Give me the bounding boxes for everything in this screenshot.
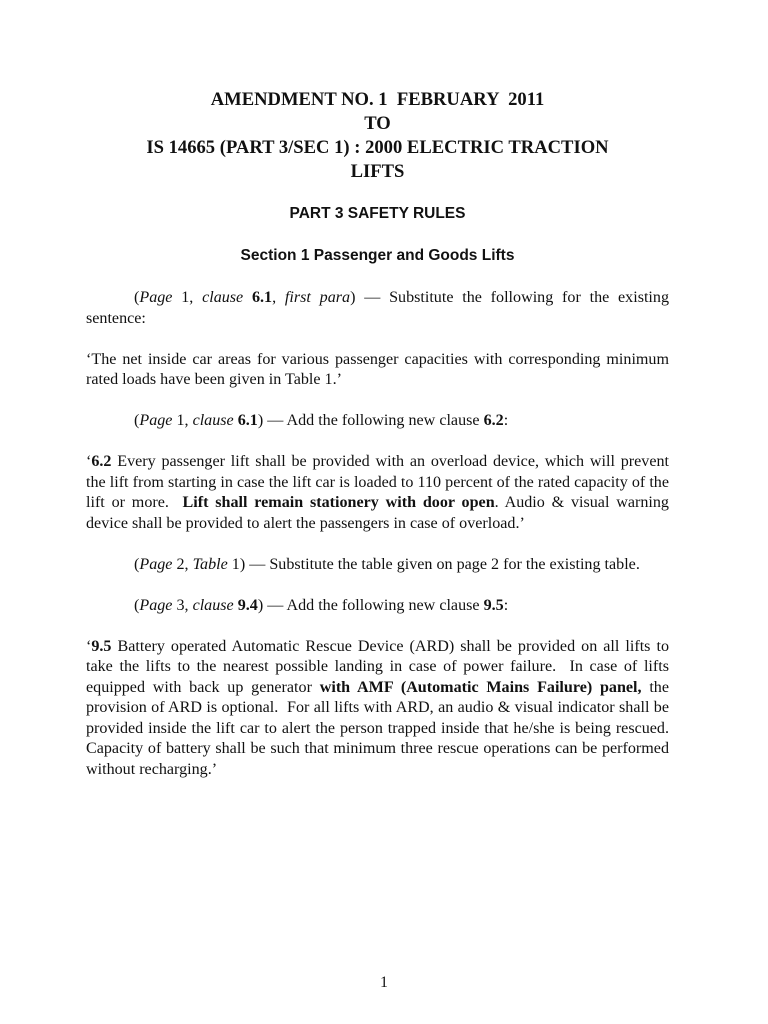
ref-open: ( xyxy=(134,412,140,429)
ref-sep: , xyxy=(272,289,285,306)
clause-text: . Audio & visual warning device shall be provided to alert the passengers in case of overload.’ xyxy=(86,494,669,532)
ref-open: ( xyxy=(134,555,140,573)
ref-page-num: 2, xyxy=(172,555,193,573)
amendment-reference xyxy=(86,555,669,576)
amendment-reference xyxy=(86,411,669,432)
quote-mark: ‘ xyxy=(86,453,92,470)
document-page xyxy=(86,88,678,780)
clause-emphasis: Lift shall remain stationery with door open xyxy=(182,494,495,511)
ref-number: 9.4 xyxy=(237,596,258,614)
clause-emphasis: with AMF (Automatic Mains Failure) panel, xyxy=(319,678,642,696)
ref-page-word: Page xyxy=(139,412,173,429)
ref-kind: clause xyxy=(192,412,234,429)
amendment-text xyxy=(86,452,674,534)
amendment-text: ‘The net inside car areas for various passenger capacities with corresponding minimum rated loads have been given in Table 1.’ xyxy=(86,350,669,388)
ref-page-word: Page xyxy=(139,555,173,573)
title-line: IS 14665 (PART 3/SEC 1) : 2000 ELECTRIC TRACTION xyxy=(146,137,609,158)
ref-close: ) xyxy=(350,289,356,306)
new-clause-number: 9.5 xyxy=(483,596,504,614)
clause-text: the provision of ARD is optional. For all lifts with ARD, an audio & visual indicator shall be provided inside the lift car to alert the person trapped inside that he/she is being rescued. Capacity of battery shall be such that minimum three rescue operations can be performed without recharging.’ xyxy=(86,678,678,778)
instruction-end: : xyxy=(503,412,509,429)
clause-number: 6.2 xyxy=(91,453,112,470)
page-number: 1 xyxy=(380,974,388,991)
amendment-title xyxy=(86,88,669,184)
clause-number: 9.5 xyxy=(91,637,112,655)
amendment-instruction: — Add the following new clause xyxy=(263,596,484,614)
ref-page-num: 3, xyxy=(172,596,193,614)
ref-number: 6.1 xyxy=(251,289,273,306)
amendment-instruction: — Substitute the following for the existing sentence: xyxy=(86,289,669,327)
ref-kind: Table xyxy=(192,555,228,573)
title-line: LIFTS xyxy=(350,161,405,182)
ref-page-num: 1, xyxy=(172,412,193,429)
ref-page-num: 1, xyxy=(172,289,203,306)
title-line: TO xyxy=(364,113,391,134)
ref-page-word: Page xyxy=(139,596,173,614)
amendment-instruction: — Add the following new clause xyxy=(263,412,484,429)
ref-number: 6.1 xyxy=(237,412,258,429)
ref-close: ) xyxy=(257,412,264,429)
clause-text: Every passenger lift shall be provided with an overload device, which will prevent the lift from starting in case the lift car is loaded to 110 percent of the rated capacity of the lift or more. xyxy=(86,453,674,511)
amendment-reference xyxy=(86,288,669,329)
ref-open: ( xyxy=(134,596,140,614)
title-line: AMENDMENT NO. 1 FEBRUARY 2011 xyxy=(210,89,545,110)
part-heading: PART 3 SAFETY RULES xyxy=(289,205,466,222)
section-heading: Section 1 Passenger and Goods Lifts xyxy=(240,247,515,264)
ref-space xyxy=(243,289,252,306)
amendment-reference xyxy=(86,596,669,617)
amendment-text xyxy=(86,637,678,781)
instruction-end: : xyxy=(503,596,509,614)
ref-open: ( xyxy=(134,289,140,306)
ref-extra: first para xyxy=(284,289,351,306)
new-clause-number: 6.2 xyxy=(483,412,504,429)
quote-mark: ‘ xyxy=(86,637,92,655)
ref-page-word: Page xyxy=(139,289,173,306)
amendment-instruction: — Substitute the table given on page 2 for the existing table. xyxy=(245,555,640,573)
ref-kind: clause xyxy=(202,289,244,306)
ref-rest: 1) xyxy=(227,555,246,573)
ref-close: ) xyxy=(257,596,264,614)
ref-kind: clause xyxy=(192,596,234,614)
clause-text: Battery operated Automatic Rescue Device (ARD) shall be provided on all lifts to take the lifts to the nearest possible landing in case of power failure. In case of lifts equipped with back up generator xyxy=(86,637,674,696)
